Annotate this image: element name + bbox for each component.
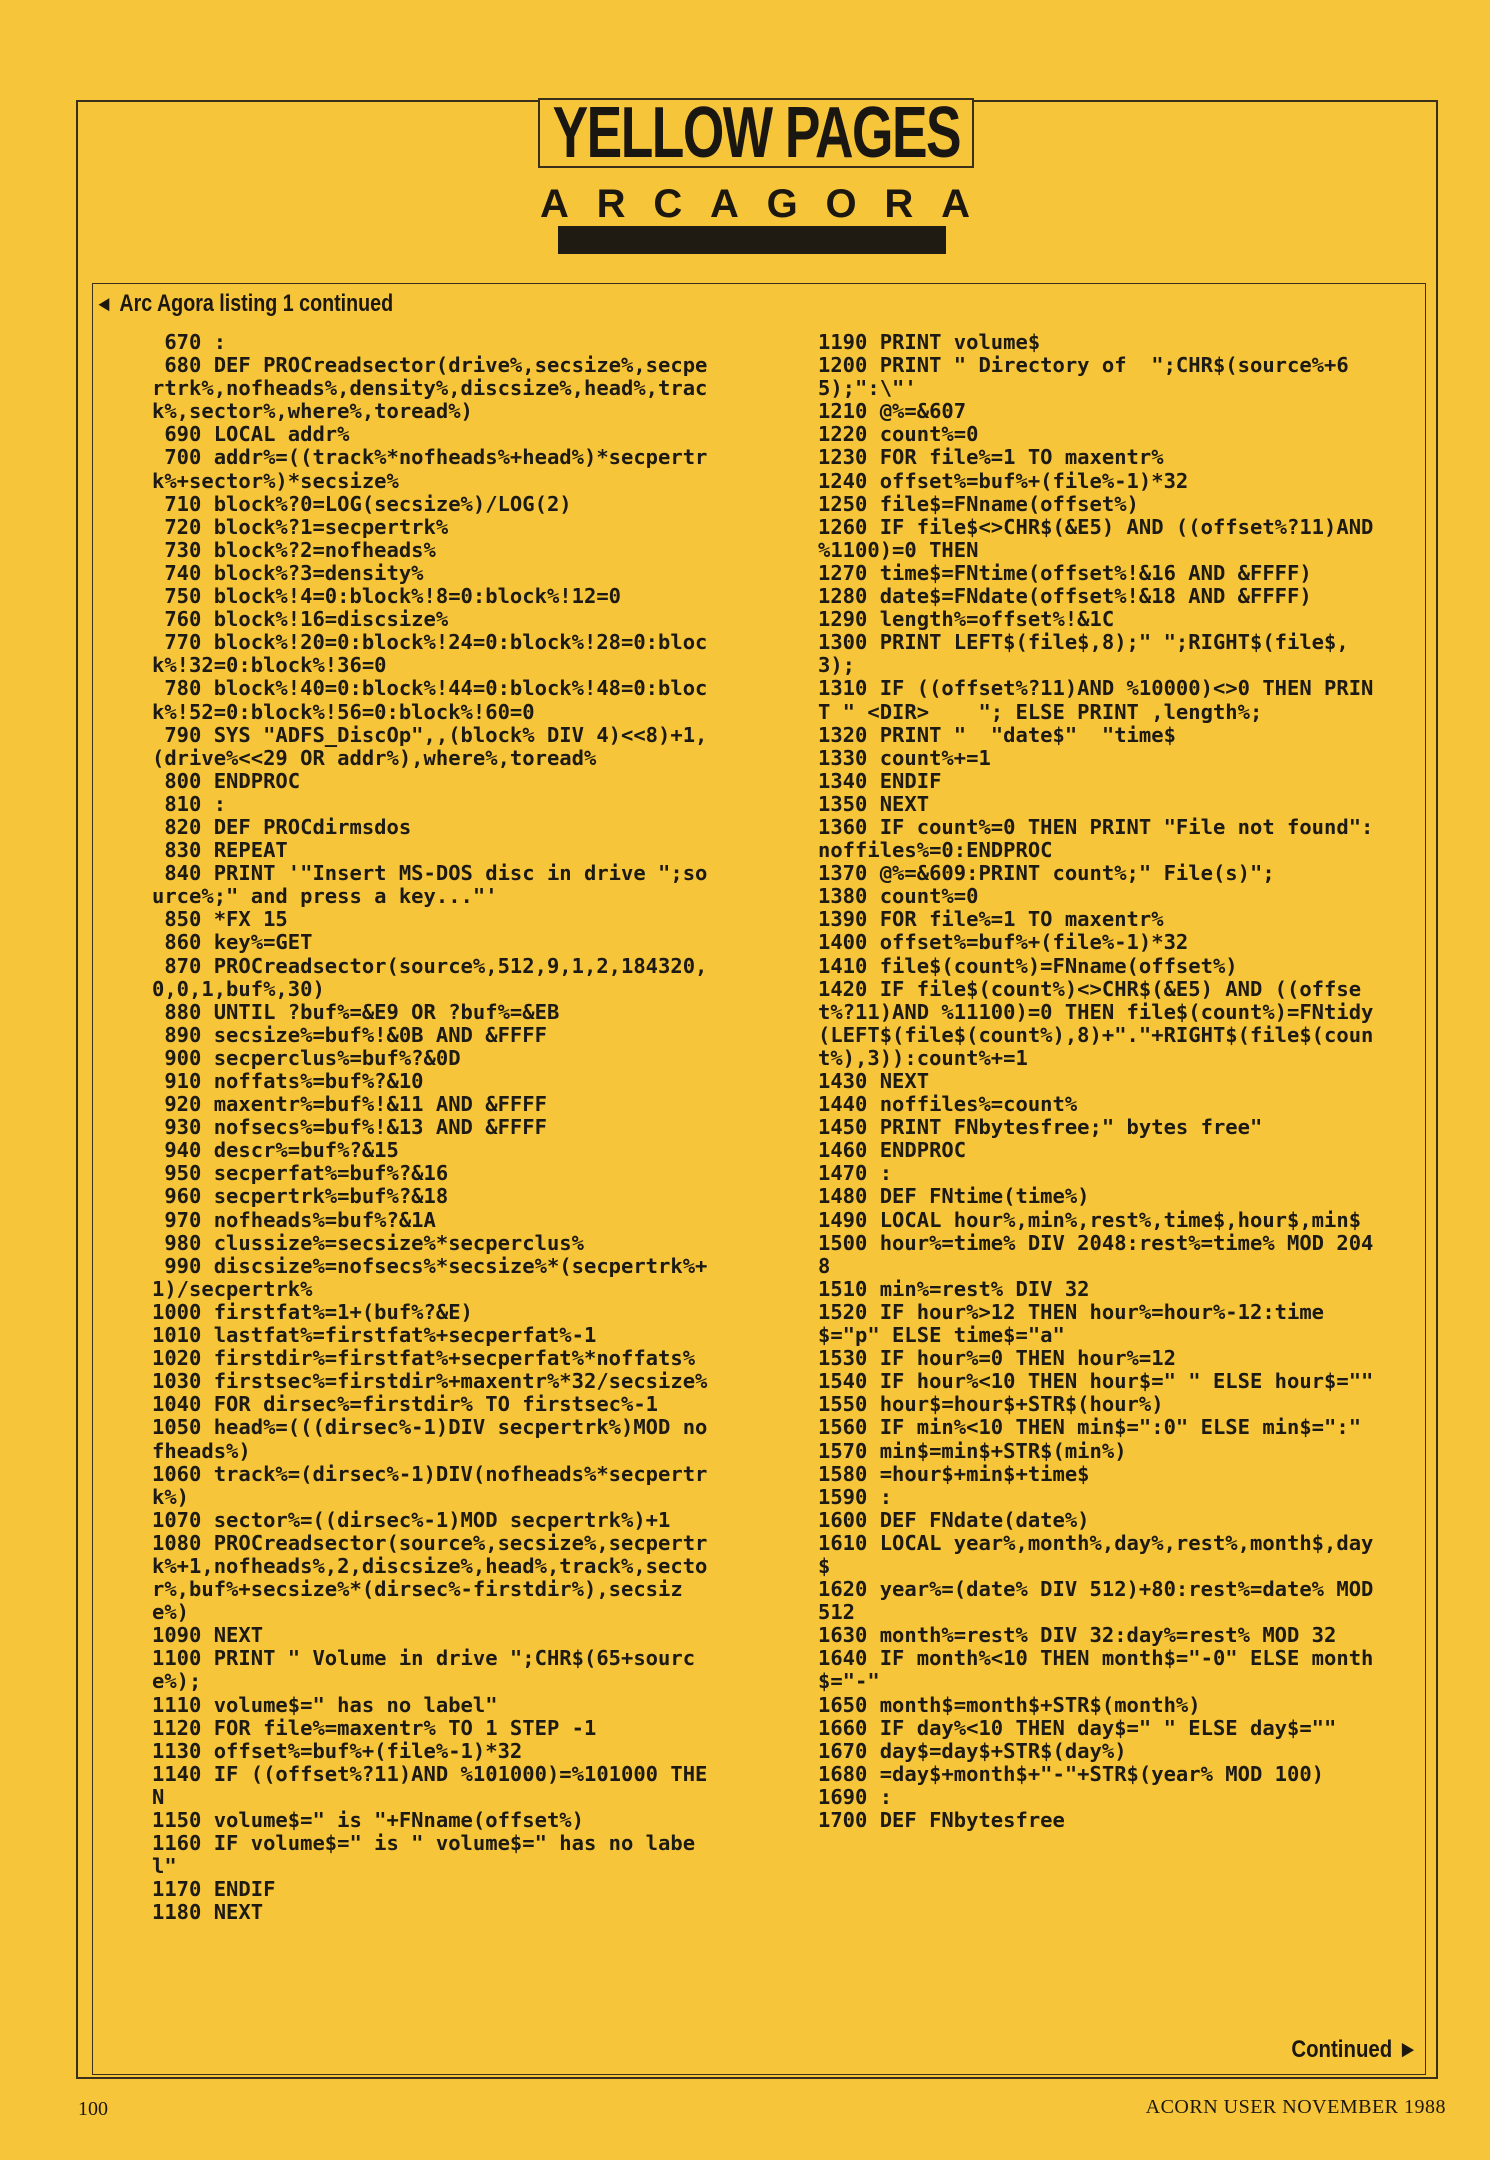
- code-line: 920 maxentr%=buf%!&11 AND &FFFF: [152, 1092, 547, 1117]
- code-line: 1010 lastfat%=firstfat%+secperfat%-1: [152, 1323, 597, 1348]
- code-line: 1170 ENDIF: [152, 1877, 276, 1902]
- code-line: 680 DEF PROCreadsector(drive%,secsize%,secpertrk%,nofheads%,density%,discsize%,head%,track%,sector%,where%,toread%): [152, 353, 708, 424]
- code-line: 670 :: [152, 330, 227, 354]
- code-line: 880 UNTIL ?buf%=&E9 OR ?buf%=&EB: [152, 999, 560, 1024]
- code-line: 1250 file$=FNname(offset%): [818, 491, 1139, 516]
- code-line: 1620 year%=(date% DIV 512)+80:rest%=date% MOD 512: [818, 1577, 1386, 1625]
- code-line: 1370 @%=&609:PRINT count%;" File(s)";: [818, 861, 1275, 886]
- code-line: 1130 offset%=buf%+(file%-1)*32: [152, 1738, 523, 1763]
- code-line: 1640 IF month%<10 THEN month$="-0" ELSE month$="-": [818, 1646, 1374, 1694]
- code-line: 790 SYS "ADFS_DiscOp",,(block% DIV 4)<<8)+1,(drive%<<29 OR addr%),where%,toread%: [152, 722, 708, 770]
- code-line: 1560 IF min%<10 THEN min$=":0" ELSE min$=":": [818, 1415, 1362, 1440]
- code-line: 1260 IF file$<>CHR$(&E5) AND ((offset%?11)AND %1100)=0 THEN: [818, 514, 1386, 562]
- code-line: 760 block%!16=discsize%: [152, 607, 449, 632]
- subtitle-letter: R: [884, 182, 914, 226]
- code-line: 800 ENDPROC: [152, 768, 301, 793]
- code-line: 1400 offset%=buf%+(file%-1)*32: [818, 930, 1189, 955]
- code-line: 830 REPEAT: [152, 838, 288, 863]
- code-line: 930 nofsecs%=buf%!&13 AND &FFFF: [152, 1115, 547, 1140]
- code-line: 1030 firstsec%=firstdir%+maxentr%*32/secsize%: [152, 1369, 708, 1394]
- code-line: 1180 NEXT: [152, 1900, 264, 1925]
- subtitle-letter: O: [825, 182, 857, 226]
- code-line: 1070 sector%=((dirsec%-1)MOD secpertrk%)+1: [152, 1507, 671, 1532]
- code-line: 1120 FOR file%=maxentr% TO 1 STEP -1: [152, 1715, 597, 1740]
- code-line: 1700 DEF FNbytesfree: [818, 1808, 1065, 1832]
- code-line: 1570 min$=min$+STR$(min%): [818, 1438, 1127, 1463]
- code-line: 1350 NEXT: [818, 791, 930, 816]
- code-line: 1050 head%=(((dirsec%-1)DIV secpertrk%)MOD nofheads%): [152, 1415, 708, 1463]
- code-line: 1630 month%=rest% DIV 32:day%=rest% MOD 32: [818, 1623, 1337, 1648]
- code-line: 1280 date$=FNdate(offset%!&18 AND &FFFF): [818, 584, 1312, 609]
- code-line: 1430 NEXT: [818, 1069, 930, 1093]
- title-underline-bar: [558, 226, 946, 254]
- code-line: 1650 month$=month$+STR$(month%): [818, 1692, 1201, 1717]
- code-line: 1470 :: [818, 1161, 893, 1186]
- code-line: 750 block%!4=0:block%!8=0:block%!12=0: [152, 584, 621, 609]
- code-line: 1500 hour%=time% DIV 2048:rest%=time% MOD 2048: [818, 1230, 1374, 1278]
- code-line: 1220 count%=0: [818, 422, 979, 447]
- code-line: 1210 @%=&607: [818, 399, 967, 424]
- right-arrow-icon: ►: [1397, 2036, 1418, 2063]
- code-line: 1140 IF ((offset%?11)AND %101000)=%101000 THEN: [152, 1761, 708, 1809]
- code-line: 1290 length%=offset%!&1C: [818, 607, 1115, 632]
- subtitle-letter: R: [596, 182, 626, 226]
- code-line: 870 PROCreadsector(source%,512,9,1,2,184320,0,0,1,buf%,30): [152, 953, 708, 1001]
- code-line: 1450 PRINT FNbytesfree;" bytes free": [818, 1115, 1263, 1140]
- code-line: 1390 FOR file%=1 TO maxentr%: [818, 907, 1164, 932]
- code-column-left: [152, 331, 712, 1924]
- code-line: 970 nofheads%=buf%?&1A: [152, 1207, 436, 1232]
- code-line: 1540 IF hour%<10 THEN hour$=" " ELSE hour$="": [818, 1369, 1374, 1394]
- code-line: 1020 firstdir%=firstfat%+secperfat%*noffats%: [152, 1346, 696, 1371]
- publication-footer: ACORN USER NOVEMBER 1988: [1145, 2096, 1446, 2118]
- code-line: 1590 :: [818, 1484, 893, 1509]
- code-line: 700 addr%=((track%*nofheads%+head%)*secpertrk%+sector%)*secsize%: [152, 445, 708, 493]
- code-line: 1580 =hour$+min$+time$: [818, 1461, 1090, 1486]
- code-line: 1520 IF hour%>12 THEN hour%=hour%-12:time$="p" ELSE time$="a": [818, 1299, 1325, 1348]
- code-line: 1160 IF volume$=" is " volume$=" has no label": [152, 1831, 696, 1879]
- code-line: 720 block%?1=secpertrk%: [152, 514, 449, 539]
- subtitle-letter: A: [709, 182, 739, 226]
- code-line: 1060 track%=(dirsec%-1)DIV(nofheads%*secpertrk%): [152, 1461, 708, 1509]
- code-line: 1360 IF count%=0 THEN PRINT "File not found":noffiles%=0:ENDPROC: [818, 814, 1374, 863]
- listing-heading-label: Arc Agora listing 1 continued: [119, 290, 394, 317]
- code-line: 1100 PRINT " Volume in drive ";CHR$(65+source%);: [152, 1646, 696, 1694]
- subtitle-letter: G: [766, 182, 798, 226]
- code-line: 730 block%?2=nofheads%: [152, 537, 436, 562]
- code-line: 1340 ENDIF: [818, 768, 942, 793]
- code-line: 1320 PRINT " "date$" "time$: [818, 722, 1176, 747]
- code-line: 1460 ENDPROC: [818, 1138, 967, 1163]
- code-line: 1150 volume$=" is "+FNname(offset%): [152, 1808, 584, 1832]
- code-line: 1270 time$=FNtime(offset%!&16 AND &FFFF): [818, 560, 1312, 585]
- code-line: 1000 firstfat%=1+(buf%?&E): [152, 1299, 473, 1324]
- subtitle-letter: A: [941, 182, 970, 226]
- code-line: 1240 offset%=buf%+(file%-1)*32: [818, 468, 1189, 493]
- code-line: 1610 LOCAL year%,month%,day%,rest%,month$,day$: [818, 1530, 1374, 1578]
- code-line: 990 discsize%=nofsecs%*secsize%*(secpertrk%+1)/secpertrk%: [152, 1253, 708, 1301]
- code-line: 710 block%?0=LOG(secsize%)/LOG(2): [152, 491, 572, 516]
- code-line: 1510 min%=rest% DIV 32: [818, 1276, 1090, 1301]
- code-line: 940 descr%=buf%?&15: [152, 1138, 399, 1163]
- continued-marker: [1291, 2036, 1418, 2064]
- code-line: 1300 PRINT LEFT$(file$,8);" ";RIGHT$(file$,3);: [818, 630, 1349, 678]
- code-line: 1680 =day$+month$+"-"+STR$(year% MOD 100): [818, 1761, 1325, 1786]
- code-line: 1330 count%+=1: [818, 745, 991, 770]
- code-line: 980 clussize%=secsize%*secperclus%: [152, 1230, 584, 1255]
- code-line: 780 block%!40=0:block%!44=0:block%!48=0:block%!52=0:block%!56=0:block%!60=0: [152, 676, 708, 724]
- code-line: 1040 FOR dirsec%=firstdir% TO firstsec%-1: [152, 1392, 659, 1417]
- page-number: 100: [78, 2098, 108, 2120]
- subtitle-letter: C: [653, 182, 683, 226]
- code-line: 1530 IF hour%=0 THEN hour%=12: [818, 1346, 1176, 1371]
- code-line: 1200 PRINT " Directory of ";CHR$(source%+65);":\"': [818, 353, 1349, 401]
- code-line: 1420 IF file$(count%)<>CHR$(&E5) AND ((offset%?11)AND %11100)=0 THEN file$(count%)=FNtidy(LEFT$(file$(count%),8)+"."+RIGHT$(file$(count%),3)):count%+=1: [818, 976, 1374, 1070]
- code-line: 860 key%=GET: [152, 930, 313, 955]
- code-column-right: [818, 330, 1386, 1832]
- code-line: 1190 PRINT volume$: [818, 330, 1041, 354]
- code-line: 1090 NEXT: [152, 1623, 264, 1648]
- page-title-box: [538, 93, 974, 173]
- code-line: 820 DEF PROCdirmsdos: [152, 814, 412, 839]
- code-line: 1230 FOR file%=1 TO maxentr%: [818, 445, 1164, 470]
- code-line: 1410 file$(count%)=FNname(offset%): [818, 953, 1238, 978]
- code-line: 1660 IF day%<10 THEN day$=" " ELSE day$="": [818, 1715, 1337, 1740]
- code-line: 1110 volume$=" has no label": [152, 1692, 498, 1717]
- continued-label: Continued: [1291, 2036, 1393, 2063]
- code-line: 1080 PROCreadsector(source%,secsize%,secpertrk%+1,nofheads%,2,discsize%,head%,track%,sector%,buf%+secsize%*(dirsec%-firstdir%),secsize%): [152, 1530, 708, 1625]
- code-line: 1670 day$=day$+STR$(day%): [818, 1738, 1127, 1763]
- code-line: 1480 DEF FNtime(time%): [818, 1184, 1090, 1209]
- code-line: 890 secsize%=buf%!&0B AND &FFFF: [152, 1022, 547, 1047]
- code-line: 850 *FX 15: [152, 907, 288, 932]
- code-line: 1490 LOCAL hour%,min%,rest%,time$,hour$,min$: [818, 1207, 1362, 1232]
- code-line: 960 secpertrk%=buf%?&18: [152, 1184, 449, 1209]
- code-line: 1550 hour$=hour$+STR$(hour%): [818, 1392, 1164, 1417]
- code-line: 770 block%!20=0:block%!24=0:block%!28=0:block%!32=0:block%!36=0: [152, 630, 708, 678]
- code-line: 810 :: [152, 791, 227, 816]
- listing-heading: [95, 290, 393, 318]
- code-line: 690 LOCAL addr%: [152, 422, 350, 447]
- code-line: 1310 IF ((offset%?11)AND %10000)<>0 THEN PRINT " <DIR> "; ELSE PRINT ,length%;: [818, 676, 1374, 724]
- code-line: 900 secperclus%=buf%?&0D: [152, 1045, 461, 1070]
- code-line: 840 PRINT '"Insert MS-DOS disc in drive ";source%;" and press a key..."': [152, 861, 708, 909]
- code-line: 1440 noffiles%=count%: [818, 1092, 1078, 1117]
- code-line: 1600 DEF FNdate(date%): [818, 1507, 1090, 1532]
- code-line: 1690 :: [818, 1784, 893, 1809]
- left-arrow-icon: ◄: [95, 291, 113, 316]
- code-line: 910 noffats%=buf%?&10: [152, 1069, 424, 1093]
- section-subtitle: [540, 184, 970, 224]
- subtitle-letter: A: [540, 182, 569, 226]
- code-line: 740 block%?3=density%: [152, 560, 424, 585]
- page-title: YELLOW PAGES: [552, 93, 960, 173]
- code-line: 1380 count%=0: [818, 884, 979, 909]
- code-line: 950 secperfat%=buf%?&16: [152, 1161, 449, 1186]
